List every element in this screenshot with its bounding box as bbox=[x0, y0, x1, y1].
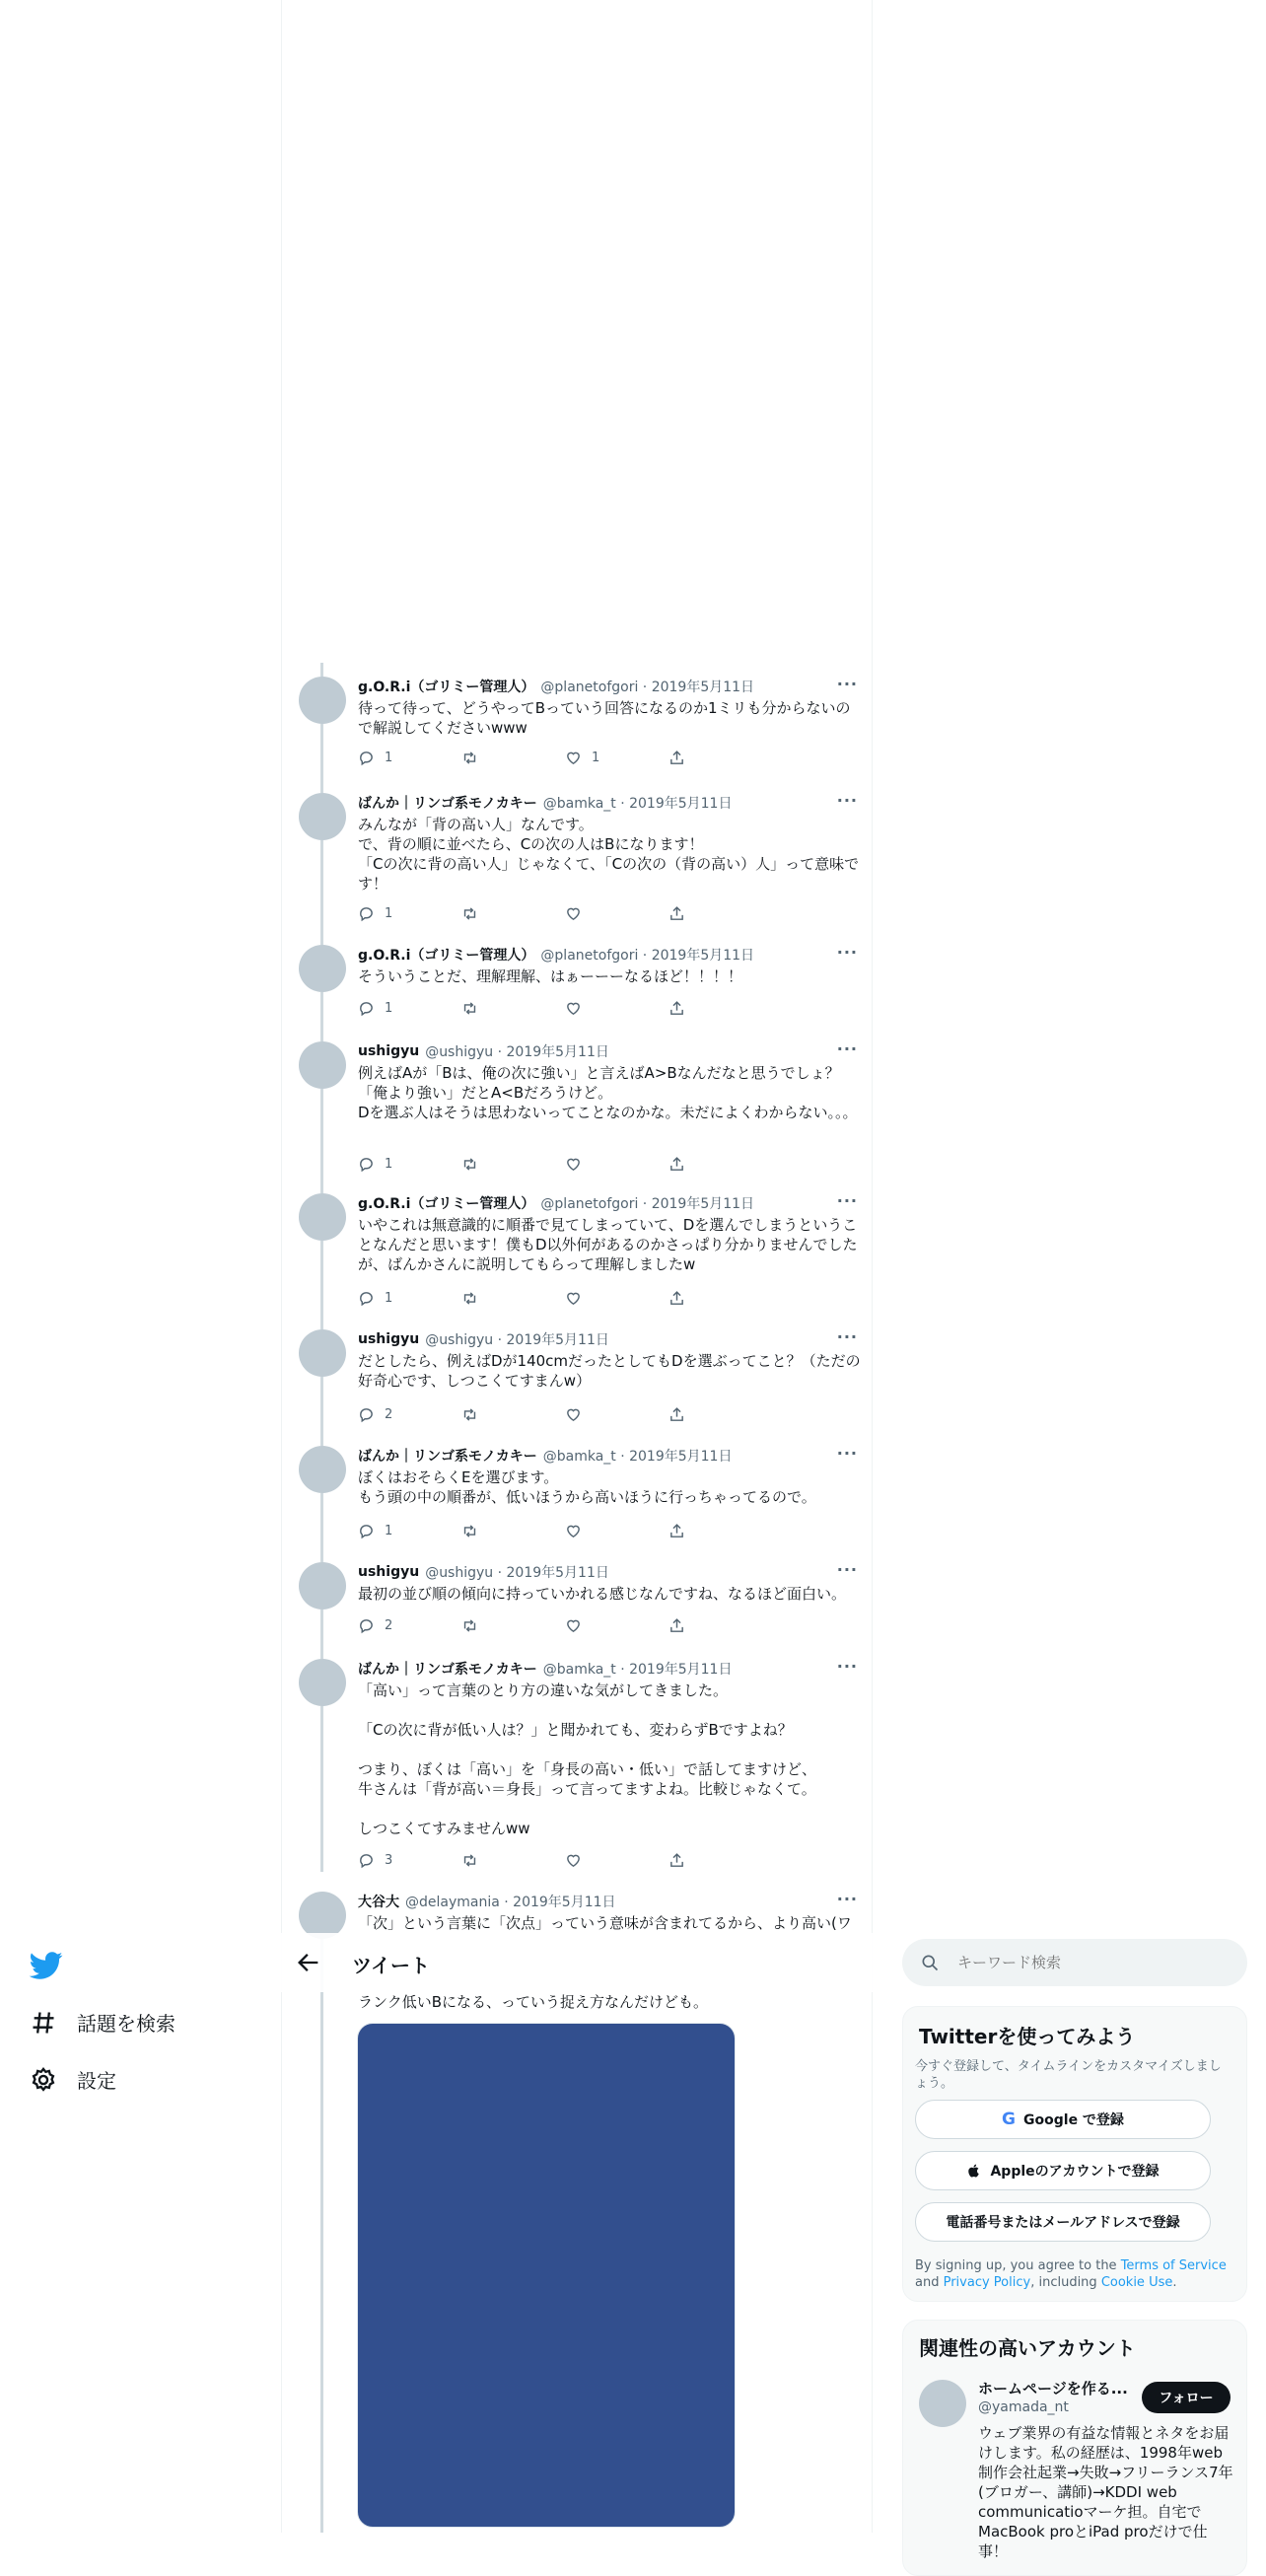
retweet-button[interactable] bbox=[461, 1156, 565, 1173]
reply-count: 3 bbox=[385, 1852, 393, 1868]
tweet-text: そういうことだ、理解理解、はぁーーーなるほど！！！！ bbox=[358, 967, 743, 985]
page-title: ツイート bbox=[352, 1954, 430, 1977]
apple-signup-button[interactable] bbox=[915, 2151, 1211, 2190]
reply-button[interactable] bbox=[358, 1852, 461, 1869]
tweet-header bbox=[358, 945, 862, 965]
thread-connector bbox=[320, 724, 323, 793]
author-handle-date[interactable]: @ushigyu · 2019年5月11日 bbox=[425, 1044, 609, 1060]
tweet-text: 待って待って、どうやってBっていう回答になるのか1ミリも分からないので解説してくださいwww bbox=[358, 699, 851, 737]
share-icon bbox=[668, 1617, 685, 1634]
search-input[interactable] bbox=[957, 1954, 1233, 1971]
tweet-header bbox=[358, 1041, 862, 1061]
tweet-text: 最初の並び順の傾向に持っていかれる感じなんですね、なるほど面白い。 bbox=[358, 1585, 847, 1603]
share-button[interactable] bbox=[668, 1156, 772, 1173]
heart-icon bbox=[565, 1000, 582, 1017]
retweet-button[interactable] bbox=[461, 1523, 565, 1539]
reply-icon bbox=[358, 1290, 375, 1307]
hashtag-icon bbox=[30, 2009, 57, 2037]
thread-connector bbox=[320, 1919, 323, 2533]
legal-including: , including bbox=[1030, 2275, 1101, 2290]
share-button[interactable] bbox=[668, 1617, 772, 1634]
like-button[interactable] bbox=[565, 1617, 668, 1634]
legal-end: . bbox=[1172, 2275, 1177, 2290]
author-handle-date[interactable]: @bamka_t · 2019年5月11日 bbox=[542, 796, 733, 812]
retweet-button[interactable] bbox=[461, 1290, 565, 1307]
heart-icon bbox=[565, 1290, 582, 1307]
nav-explore[interactable] bbox=[30, 2008, 176, 2037]
signup-title: Twitterを使ってみよう bbox=[919, 2025, 1136, 2048]
account-name[interactable]: ホームページを作る... bbox=[978, 2380, 1128, 2397]
author-name[interactable]: ばんか｜リンゴ系モノカキー bbox=[358, 1449, 537, 1465]
avatar[interactable] bbox=[299, 793, 346, 840]
tweet-actions bbox=[358, 903, 772, 923]
signup-subtitle: 今すぐ登録して、タイムラインをカスタマイズしましょう。 bbox=[915, 2059, 1222, 2091]
tweet-text: だとしたら、例えばDが140cmだったとしてもDを選ぶってこと？（ただの好奇心です、しつこくてすまんw） bbox=[358, 1352, 861, 1390]
tweet-text: みんなが「背の高い人」なんです。 で、背の順に並べたら、Cの次の人はBになります！ 「Cの次に背の高い人」じゃなくて、「Cの次の（背の高い）人」って意味です！ bbox=[358, 816, 860, 893]
share-icon bbox=[668, 1852, 685, 1869]
share-icon bbox=[668, 1000, 685, 1017]
thread-connector bbox=[320, 1706, 323, 1872]
heart-icon bbox=[565, 1617, 582, 1634]
reply-button[interactable] bbox=[358, 1523, 461, 1539]
thread-connector bbox=[320, 1610, 323, 1659]
avatar[interactable] bbox=[299, 945, 346, 992]
signup-card bbox=[902, 2006, 1247, 2302]
tweet-text: ぼくはおそらくEを選びます。 もう頭の中の順番が、低いほうから高いほうに行っちゃってるので。 bbox=[358, 1468, 816, 1506]
account-bio: ウェブ業界の有益な情報とネタをお届けします。私の経歴は、1998年web制作会社起業→失敗→フリーランス7年(ブロガー、講師)→KDDI web communicatioマーケ担。自宅でMacBook proとiPad proだけで仕事！ bbox=[978, 2424, 1233, 2560]
tweet-text-continued: ランク低いBになる、っていう捉え方なんだけども。 bbox=[358, 1993, 708, 2011]
avatar[interactable] bbox=[299, 1446, 346, 1493]
tweet-header bbox=[358, 1892, 862, 1911]
share-icon bbox=[668, 1406, 685, 1423]
tweet-actions bbox=[358, 1615, 772, 1635]
account-handle[interactable]: @yamada_nt bbox=[978, 2399, 1069, 2415]
privacy-link[interactable]: Privacy Policy bbox=[943, 2275, 1031, 2290]
author-name[interactable]: 大谷大 bbox=[358, 1895, 399, 1910]
reply-count: 2 bbox=[385, 1617, 393, 1633]
nav-explore-label: 話題を検索 bbox=[77, 2012, 176, 2036]
more-icon[interactable]: ··· bbox=[836, 1327, 858, 1346]
heart-icon bbox=[565, 1852, 582, 1869]
heart-icon bbox=[565, 1156, 582, 1173]
retweet-icon bbox=[461, 1617, 478, 1634]
share-button[interactable] bbox=[668, 1523, 772, 1539]
tweet-header bbox=[358, 1659, 862, 1679]
retweet-icon bbox=[461, 1406, 478, 1423]
retweet-icon bbox=[461, 1290, 478, 1307]
tweet-header bbox=[358, 1193, 862, 1213]
share-icon bbox=[668, 905, 685, 922]
retweet-icon bbox=[461, 750, 478, 766]
twitter-bird-icon[interactable] bbox=[30, 1949, 63, 1982]
share-icon bbox=[668, 750, 685, 766]
search-icon bbox=[920, 1953, 940, 1972]
thread-connector bbox=[320, 1493, 323, 1562]
reply-count: 1 bbox=[385, 1523, 393, 1538]
like-count: 1 bbox=[592, 750, 600, 765]
avatar[interactable] bbox=[299, 1892, 346, 1939]
tweet-actions bbox=[358, 1850, 772, 1870]
reply-button[interactable] bbox=[358, 1406, 461, 1423]
tweet-text: 「高い」って言葉のとり方の違いな気がしてきました。 「Cの次に背が低い人は？」と聞かれても、変わらずBですよね？ つまり、ぼくは「高い」を「身長の高い・低い」で話してますけど、 牛さんは「背が高い＝身長」って言ってますよね。比較じゃなくて。 しつこくてすみませんww bbox=[358, 1682, 817, 1837]
reply-icon bbox=[358, 1156, 375, 1173]
search-bar[interactable] bbox=[902, 1939, 1247, 1986]
author-name[interactable]: g.O.R.i（ゴリミー管理人） bbox=[358, 1196, 535, 1212]
share-button[interactable] bbox=[668, 1852, 772, 1869]
avatar[interactable] bbox=[299, 1041, 346, 1089]
retweet-button[interactable] bbox=[461, 1617, 565, 1634]
share-button[interactable] bbox=[668, 1290, 772, 1307]
tweet-header bbox=[358, 677, 862, 696]
tweet-header bbox=[358, 1446, 862, 1466]
tweet-actions bbox=[358, 748, 772, 767]
reply-count: 1 bbox=[385, 1156, 393, 1172]
author-handle-date[interactable]: @delaymania · 2019年5月11日 bbox=[405, 1895, 616, 1910]
share-icon bbox=[668, 1523, 685, 1539]
more-icon[interactable]: ··· bbox=[836, 1039, 858, 1058]
thread-connector bbox=[320, 663, 323, 677]
follow-button[interactable]: フォロー bbox=[1142, 2382, 1231, 2413]
like-button[interactable] bbox=[565, 1852, 668, 1869]
avatar[interactable] bbox=[299, 1562, 346, 1610]
like-button[interactable] bbox=[565, 1000, 668, 1017]
author-name[interactable]: ばんか｜リンゴ系モノカキー bbox=[358, 796, 537, 812]
reply-icon bbox=[358, 905, 375, 922]
author-name[interactable]: ushigyu bbox=[358, 1564, 420, 1580]
author-handle-date[interactable]: @planetofgori · 2019年5月11日 bbox=[540, 1196, 755, 1212]
tweet-actions bbox=[358, 1404, 772, 1424]
nav-settings-label: 設定 bbox=[77, 2069, 116, 2093]
tweet-header bbox=[358, 1329, 862, 1349]
author-handle-date[interactable]: @ushigyu · 2019年5月11日 bbox=[425, 1565, 609, 1581]
reply-icon bbox=[358, 1852, 375, 1869]
retweet-icon bbox=[461, 1852, 478, 1869]
retweet-button[interactable] bbox=[461, 750, 565, 766]
author-handle-date[interactable]: @planetofgori · 2019年5月11日 bbox=[540, 680, 755, 695]
avatar[interactable] bbox=[299, 1659, 346, 1706]
tweet-actions bbox=[358, 1521, 772, 1540]
author-handle-date[interactable]: @bamka_t · 2019年5月11日 bbox=[542, 1662, 733, 1678]
related-accounts-card bbox=[902, 2320, 1247, 2576]
more-icon[interactable]: ··· bbox=[836, 1890, 858, 1908]
avatar[interactable] bbox=[299, 1193, 346, 1241]
tweet-header bbox=[358, 793, 862, 813]
reply-icon bbox=[358, 1406, 375, 1423]
more-icon[interactable]: ··· bbox=[836, 1444, 858, 1463]
reply-button[interactable] bbox=[358, 1617, 461, 1634]
retweet-button[interactable] bbox=[461, 1406, 565, 1423]
reply-icon bbox=[358, 750, 375, 766]
back-arrow-icon[interactable] bbox=[295, 1949, 322, 1976]
author-name[interactable]: g.O.R.i（ゴリミー管理人） bbox=[358, 680, 535, 695]
author-name[interactable]: ushigyu bbox=[358, 1331, 420, 1347]
nav-settings[interactable] bbox=[30, 2065, 116, 2094]
heart-icon bbox=[565, 1523, 582, 1539]
retweet-icon bbox=[461, 1000, 478, 1017]
thread-connector bbox=[320, 1377, 323, 1446]
like-button[interactable] bbox=[565, 750, 668, 766]
tweet-text: 「次」という言葉に「次点」っていう意味が含まれてるから、より高い(ワ bbox=[358, 1914, 852, 1932]
retweet-icon bbox=[461, 905, 478, 922]
more-icon[interactable]: ··· bbox=[836, 1191, 858, 1210]
like-button[interactable] bbox=[565, 905, 668, 922]
reply-count: 1 bbox=[385, 905, 393, 921]
share-icon bbox=[668, 1156, 685, 1173]
share-icon bbox=[668, 1290, 685, 1307]
reply-button[interactable] bbox=[358, 1156, 461, 1173]
phone-email-signup-button[interactable] bbox=[915, 2202, 1211, 2242]
reply-button[interactable] bbox=[358, 905, 461, 922]
more-icon[interactable]: ··· bbox=[836, 943, 858, 962]
heart-icon bbox=[565, 1406, 582, 1423]
retweet-button[interactable] bbox=[461, 1000, 565, 1017]
tweet-image[interactable] bbox=[357, 2023, 736, 2528]
share-button[interactable] bbox=[668, 905, 772, 922]
more-icon[interactable]: ··· bbox=[836, 675, 858, 693]
legal-and: and bbox=[915, 2275, 944, 2290]
thread-connector bbox=[320, 1241, 323, 1329]
terms-link[interactable]: Terms of Service bbox=[1120, 2258, 1227, 2273]
like-button[interactable] bbox=[565, 1523, 668, 1539]
retweet-icon bbox=[461, 1156, 478, 1173]
signup-legal-text bbox=[915, 2257, 1234, 2291]
account-avatar[interactable] bbox=[919, 2380, 966, 2427]
reply-button[interactable] bbox=[358, 1000, 461, 1017]
heart-icon bbox=[565, 905, 582, 922]
reply-button[interactable] bbox=[358, 750, 461, 766]
thread-connector bbox=[320, 1089, 323, 1193]
apple-icon bbox=[966, 2163, 982, 2179]
like-button[interactable] bbox=[565, 1406, 668, 1423]
reply-count: 2 bbox=[385, 1406, 393, 1422]
thread-connector bbox=[320, 840, 323, 945]
apple-signup-label: Appleのアカウントで登録 bbox=[990, 2164, 1160, 2180]
reply-count: 1 bbox=[385, 1290, 393, 1306]
share-button[interactable] bbox=[668, 1000, 772, 1017]
phone-email-signup-label: 電話番号またはメールアドレスで登録 bbox=[946, 2215, 1180, 2231]
reply-icon bbox=[358, 1000, 375, 1017]
cookie-link[interactable]: Cookie Use bbox=[1100, 2275, 1173, 2290]
reply-button[interactable] bbox=[358, 1290, 461, 1307]
author-name[interactable]: ばんか｜リンゴ系モノカキー bbox=[358, 1662, 537, 1678]
more-icon[interactable]: ··· bbox=[836, 1560, 858, 1579]
tweet-header bbox=[358, 1562, 862, 1582]
author-handle-date[interactable]: @planetofgori · 2019年5月11日 bbox=[540, 948, 755, 964]
related-title: 関連性の高いアカウント bbox=[919, 2336, 1136, 2360]
thread-connector bbox=[320, 992, 323, 1041]
author-name[interactable]: ushigyu bbox=[358, 1043, 420, 1059]
more-icon[interactable]: ··· bbox=[836, 1657, 858, 1676]
retweet-button[interactable] bbox=[461, 1852, 565, 1869]
tweet-text: 例えばAが「Bは、俺の次に強い」と言えばA>Bなんだなと思うでしょ？ 「俺より強い」だとA<Bだろうけど。 Dを選ぶ人はそうは思わないってことなのかな。未だによくわからない。。。 bbox=[358, 1064, 858, 1121]
retweet-button[interactable] bbox=[461, 905, 565, 922]
google-signup-label: Google で登録 bbox=[1023, 2112, 1124, 2128]
avatar[interactable] bbox=[299, 677, 346, 724]
gear-icon bbox=[30, 2066, 57, 2094]
google-signup-button[interactable] bbox=[915, 2100, 1211, 2139]
like-button[interactable] bbox=[565, 1156, 668, 1173]
avatar[interactable] bbox=[299, 1329, 346, 1377]
tweet-page-header bbox=[281, 1933, 873, 1992]
legal-prefix: By signing up, you agree to the bbox=[915, 2258, 1121, 2273]
share-button[interactable] bbox=[668, 1406, 772, 1423]
author-handle-date[interactable]: @bamka_t · 2019年5月11日 bbox=[542, 1449, 733, 1465]
heart-icon bbox=[565, 750, 582, 766]
reply-icon bbox=[358, 1617, 375, 1634]
tweet-actions bbox=[358, 1154, 772, 1174]
reply-icon bbox=[358, 1523, 375, 1539]
author-name[interactable]: g.O.R.i（ゴリミー管理人） bbox=[358, 948, 535, 964]
tweet-actions bbox=[358, 998, 772, 1018]
like-button[interactable] bbox=[565, 1290, 668, 1307]
reply-count: 1 bbox=[385, 1000, 393, 1016]
author-handle-date[interactable]: @ushigyu · 2019年5月11日 bbox=[425, 1332, 609, 1348]
tweet-actions bbox=[358, 1288, 772, 1308]
more-icon[interactable]: ··· bbox=[836, 791, 858, 810]
tweet-text: いやこれは無意識的に順番で見てしまっていて、Dを選んでしまうということなんだと思います！僕もD以外何があるのかさっぱり分かりませんでしたが、ばんかさんに説明してもらって理解しましたw bbox=[358, 1216, 858, 1273]
google-icon: G bbox=[1002, 2110, 1017, 2129]
reply-count: 1 bbox=[385, 750, 393, 765]
retweet-icon bbox=[461, 1523, 478, 1539]
share-button[interactable] bbox=[668, 750, 772, 766]
